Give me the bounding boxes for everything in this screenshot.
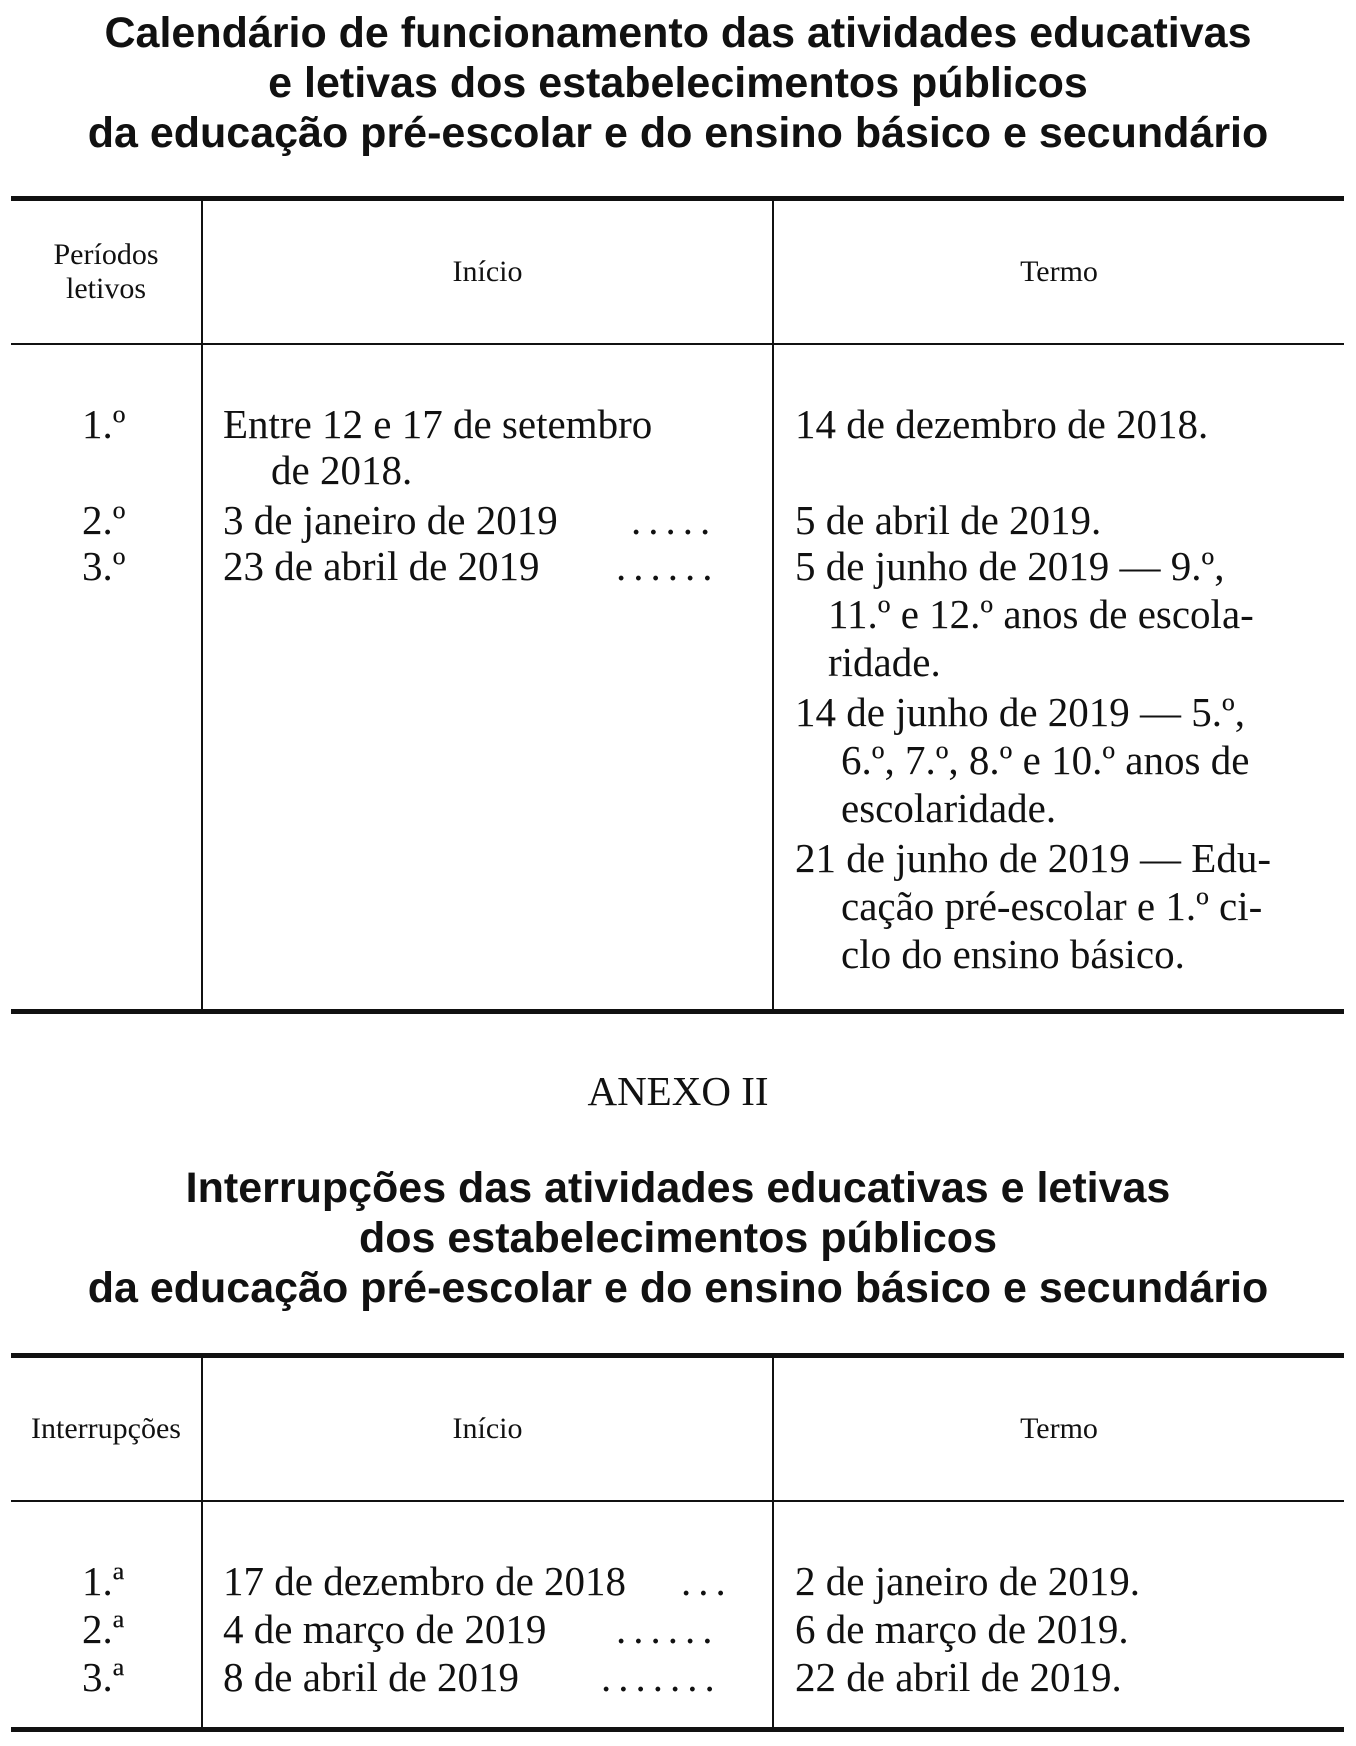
period-start: 23 de abril de 2019 <box>223 543 540 589</box>
calendar-table <box>11 196 1344 1014</box>
calendar-title-line-3: da educação pré-escolar e do ensino básico e secundário <box>87 109 1269 157</box>
interruptions-table-header <box>11 1358 1344 1502</box>
period-start: 3 de janeiro de 2019 <box>223 497 558 543</box>
column-divider <box>772 1502 774 1727</box>
header-start: Início <box>452 1412 523 1445</box>
calendar-table-body <box>11 345 1344 1009</box>
interruption-end: 22 de abril de 2019. <box>795 1654 1122 1700</box>
header-interruptions: Interrupções <box>31 1412 181 1445</box>
interruption-start: 17 de dezembro de 2018 <box>223 1558 627 1604</box>
interruptions-title-line-2: dos estabelecimentos públicos <box>358 1214 997 1262</box>
period-start: Entre 12 e 17 de setembro <box>223 401 653 447</box>
leader-dots: ....... <box>601 1654 722 1700</box>
period-start-continued: de 2018. <box>271 447 413 493</box>
calendar-title <box>0 8 1356 158</box>
period-end-entry-line: escolaridade. <box>841 785 1057 831</box>
header-end: Termo <box>1020 255 1098 288</box>
interruption-number: 2.ª <box>82 1606 125 1652</box>
column-divider <box>772 1358 774 1500</box>
calendar-title-line-1: Calendário de funcionamento das atividades educativas <box>104 9 1252 57</box>
header-periods-line-1: Períodos <box>53 238 159 271</box>
interruption-start: 4 de março de 2019 <box>223 1606 547 1652</box>
interruption-end: 2 de janeiro de 2019. <box>795 1558 1140 1604</box>
leader-dots: ...... <box>616 1606 720 1652</box>
period-number: 2.º <box>82 497 126 543</box>
calendar-table-header <box>11 201 1344 345</box>
column-divider <box>201 1358 203 1500</box>
interruptions-table <box>11 1353 1344 1732</box>
column-divider <box>201 345 203 1009</box>
header-periods <box>11 201 201 343</box>
interruptions-title-line-1: Interrupções das atividades educativas e letivas <box>185 1164 1171 1212</box>
column-divider <box>201 1502 203 1727</box>
period-end-entry-line: 14 de junho de 2019 — 5.º, <box>795 689 1245 735</box>
header-start: Início <box>452 255 523 288</box>
period-number: 1.º <box>82 401 126 447</box>
interruption-number: 1.ª <box>82 1558 125 1604</box>
interruption-number: 3.ª <box>82 1654 125 1700</box>
interruptions-title <box>0 1163 1356 1313</box>
interruptions-title-line-3: da educação pré-escolar e do ensino básico e secundário <box>87 1264 1269 1312</box>
period-end-entry-line: 6.º, 7.º, 8.º e 10.º anos de <box>841 737 1250 783</box>
interruptions-table-body <box>11 1502 1344 1727</box>
leader-dots: ... <box>681 1558 733 1604</box>
column-divider <box>772 201 774 343</box>
interruption-start: 8 de abril de 2019 <box>223 1654 520 1700</box>
leader-dots: ...... <box>616 543 720 589</box>
period-end-entry-line: 21 de junho de 2019 — Edu- <box>795 835 1271 881</box>
period-end: 5 de abril de 2019. <box>795 497 1102 543</box>
period-end-entry-line: clo do ensino básico. <box>841 931 1185 977</box>
annex-label: ANEXO II <box>587 1068 769 1114</box>
leader-dots: ..... <box>631 497 718 543</box>
period-number: 3.º <box>82 543 126 589</box>
column-divider <box>201 201 203 343</box>
header-periods-line-2: letivos <box>66 272 146 305</box>
period-end-entry-line: 11.º e 12.º anos de escola- <box>828 591 1254 637</box>
header-end: Termo <box>1020 1412 1098 1445</box>
column-divider <box>772 345 774 1009</box>
interruption-end: 6 de março de 2019. <box>795 1606 1129 1652</box>
period-end-entry-line: cação pré-escolar e 1.º ci- <box>841 883 1263 929</box>
calendar-title-line-2: e letivas dos estabelecimentos públicos <box>268 59 1088 107</box>
period-end: 14 de dezembro de 2018. <box>795 401 1209 447</box>
period-end-entry-line: ridade. <box>828 639 941 685</box>
period-end-entry-line: 5 de junho de 2019 — 9.º, <box>795 543 1225 589</box>
